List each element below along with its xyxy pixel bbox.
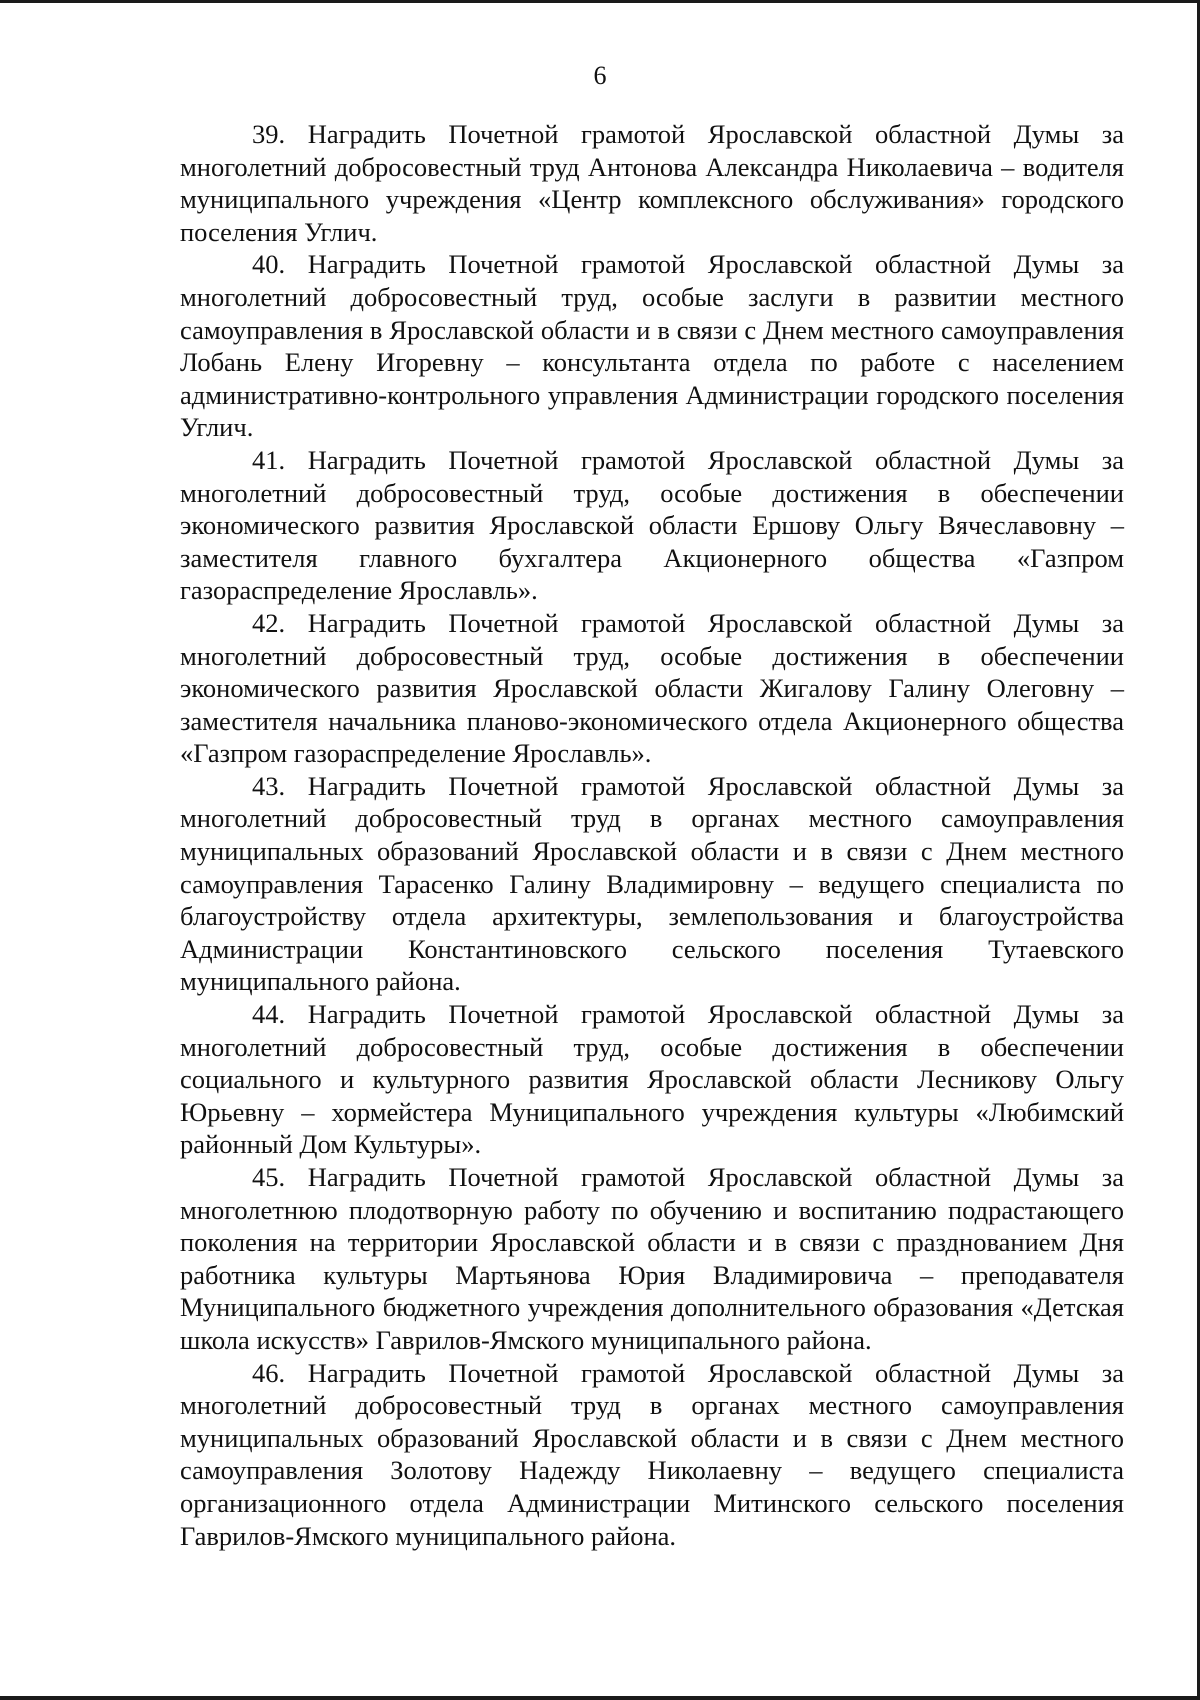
document-body xyxy=(180,118,1124,1552)
award-item-45: 45. Наградить Почетной грамотой Ярославской областной Думы за многолетнюю плодотворную работу по обучению и воспитанию подрастающего поколения на территории Ярославской области и в связи с празднованием Дня работника культуры Мартьянова Юрия Владимировича – преподавателя Муниципального бюджетного учреждения дополнительного образования «Детская школа искусств» Гаврилов-Ямского муниципального района. xyxy=(180,1162,1124,1355)
award-item-42: 42. Наградить Почетной грамотой Ярославской областной Думы за многолетний добросовестный труд, особые достижения в обеспечении экономического развития Ярославской области Жигалову Галину Олеговну – заместителя начальника планово-экономического отдела Акционерного общества «Газпром газораспределение Ярославль». xyxy=(180,607,1124,769)
award-item-46: 46. Наградить Почетной грамотой Ярославской областной Думы за многолетний добросовестный труд в органах местного самоуправления муниципальных образований Ярославской области и в связи с Днем местного самоуправления Золотову Надежду Николаевну – ведущего специалиста организационного отдела Администрации Митинского сельского поселения Гаврилов-Ямского муниципального района. xyxy=(180,1357,1124,1551)
award-item-40: 40. Наградить Почетной грамотой Ярославской областной Думы за многолетний добросовестный труд, особые заслуги в развитии местного самоуправления в Ярославской области и в связи с Днем местного самоуправления Лобань Елену Игоревну – консультанта отдела по работе с населением административно-контрольного управления Администрации городского поселения Углич. xyxy=(180,249,1124,443)
award-item-41: 41. Наградить Почетной грамотой Ярославской областной Думы за многолетний добросовестный труд, особые достижения в обеспечении экономического развития Ярославской области Ершову Ольгу Вячеславовну – заместителя главного бухгалтера Акционерного общества «Газпром газораспределение Ярославль». xyxy=(180,444,1124,606)
scan-border-bottom xyxy=(0,1696,1200,1700)
award-item-43: 43. Наградить Почетной грамотой Ярославской областной Думы за многолетний добросовестный труд в органах местного самоуправления муниципальных образований Ярославской области и в связи с Днем местного самоуправления Тарасенко Галину Владимировну – ведущего специалиста по благоустройству отдела архитектуры, землепользования и благоустройства Администрации Константиновского сельского поселения Тутаевского муниципального района. xyxy=(180,770,1124,997)
award-item-39: 39. Наградить Почетной грамотой Ярославской областной Думы за многолетний добросовестный труд Антонова Александра Николаевича – водителя муниципального учреждения «Центр комплексного обслуживания» городского поселения Углич. xyxy=(180,119,1124,247)
award-item-44: 44. Наградить Почетной грамотой Ярославской областной Думы за многолетний добросовестный труд, особые достижения в обеспечении социального и культурного развития Ярославской области Лесникову Ольгу Юрьевну – хормейстера Муниципального учреждения культуры «Любимский районный Дом Культуры». xyxy=(180,999,1124,1160)
page-number: 6 xyxy=(593,61,607,90)
scan-border-top xyxy=(0,0,1200,3)
